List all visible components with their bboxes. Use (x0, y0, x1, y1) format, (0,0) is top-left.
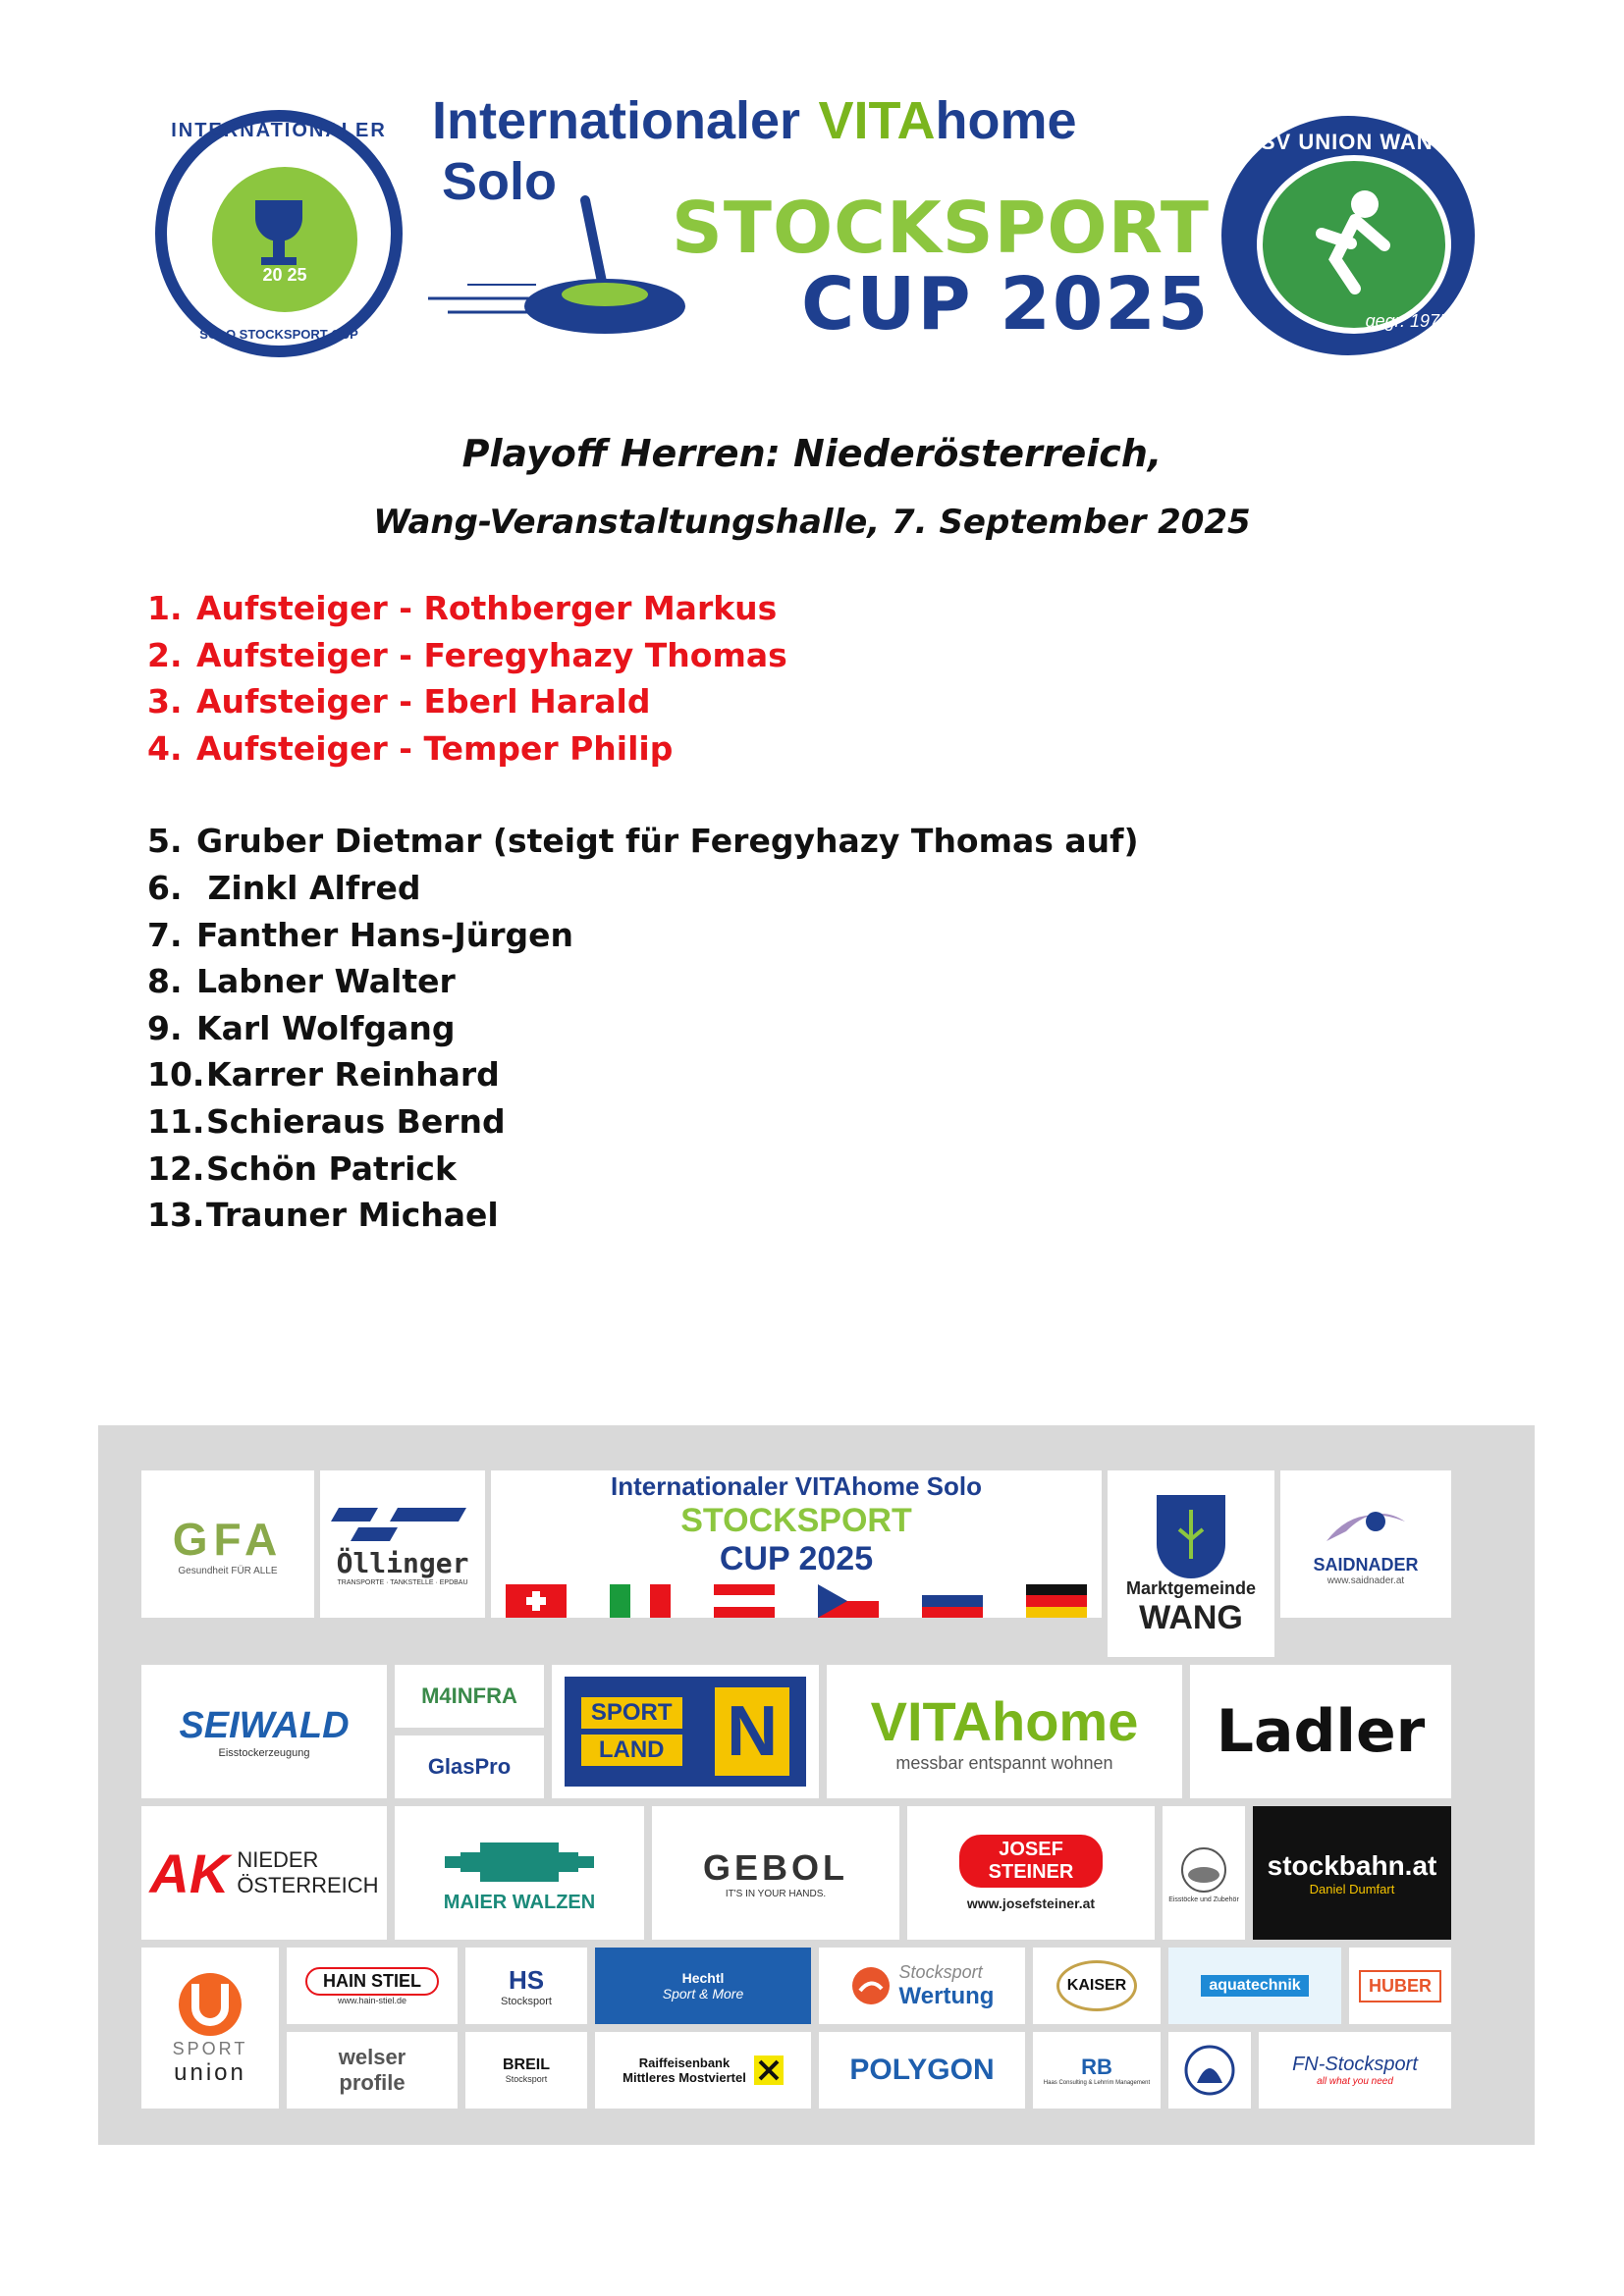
sponsor-hs-stocksport: HS Stocksport (465, 1948, 587, 2024)
sponsor-seiwald: SEIWALD Eisstockerzeugung (141, 1665, 387, 1798)
sponsor-wang: Marktgemeinde WANG (1108, 1470, 1274, 1657)
sponsor-stocksport-wertung: Stocksport Wertung (819, 1948, 1025, 2024)
sponsor-josef-steiner: JOSEF STEINER www.josefsteiner.at (907, 1806, 1155, 1940)
sponsor-hain-stiel: HAIN STIEL www.hain-stiel.de (287, 1948, 458, 2024)
header-stocksport: STOCKSPORT (672, 187, 1210, 269)
header-vita: VITA (818, 91, 936, 150)
header-home: home (935, 91, 1077, 150)
wertung-icon (850, 1965, 892, 2006)
sponsor-hechtl: Hechtl Sport & More (595, 1948, 811, 2024)
badge-top-text: INTERNATIONALER (171, 120, 387, 141)
club-founded: gegr. 1975 (1365, 311, 1449, 331)
sponsor-huber: HUBER (1349, 1948, 1451, 2024)
sponsor-gfa: GFA Gesundheit FÜR ALLE (141, 1470, 314, 1618)
flag-slovenia-icon (922, 1584, 983, 1618)
sponsor-vitahome: VITAhome messbar entspannt wohnen (827, 1665, 1182, 1798)
eisstock-icon (1177, 1843, 1230, 1896)
sponsor-ak: AK NIEDER ÖSTERREICH (141, 1806, 387, 1940)
sponsor-polygon: POLYGON (819, 2032, 1025, 2109)
result-row: 8. Labner Walter (147, 962, 456, 1001)
sponsor-sportunion: SPORT union (141, 1948, 279, 2109)
page-subtitle: Wang-Veranstaltungshalle, 7. September 2025 (373, 503, 1251, 542)
sponsor-raiffeisen: Raiffeisenbank Mittleres Mostviertel (595, 2032, 811, 2109)
sportunion-icon (176, 1970, 244, 2039)
results-list (147, 585, 1139, 1239)
header-suffix: Solo (442, 152, 557, 211)
result-row: 3. Aufsteiger - Eberl Harald (147, 682, 651, 721)
player-icon (1257, 155, 1451, 334)
flag-italy-icon (610, 1584, 671, 1618)
result-row: 9. Karl Wolfgang (147, 1008, 456, 1047)
club-badge-logo (1221, 116, 1475, 355)
saidnader-icon (1317, 1502, 1415, 1555)
result-row: 13.Trauner Michael (147, 1196, 499, 1235)
flag-czechia-icon (818, 1584, 879, 1618)
ollinger-icon (329, 1502, 476, 1547)
flag-austria-icon (714, 1584, 775, 1618)
result-row: 6. Zinkl Alfred (147, 868, 421, 907)
page-title: Playoff Herren: Niederösterreich, (461, 432, 1163, 475)
sponsor-ladler: Ladler (1190, 1665, 1451, 1798)
sponsor-stockbahn: stockbahn.at Daniel Dumfart (1253, 1806, 1451, 1940)
club-name: ESV UNION WANG (1245, 130, 1451, 154)
badge-bottom-text: SOLO STOCKSPORT CUP (199, 327, 358, 342)
sponsor-fn-stocksport: FN-Stocksport all what you need (1259, 2032, 1451, 2109)
sponsor-maier-walzen: MAIER WALZEN (395, 1806, 644, 1940)
roller-icon (441, 1833, 598, 1892)
result-row: 2. Aufsteiger - Feregyhazy Thomas (147, 635, 787, 674)
sponsor-m4infra: M4INFRA (395, 1665, 544, 1728)
result-row: 5. Gruber Dietmar (steigt für Feregyhazy Thomas auf) (147, 822, 1139, 861)
result-row: 4. Aufsteiger - Temper Philip (147, 728, 674, 768)
result-row: 12.Schön Patrick (147, 1148, 457, 1188)
sponsor-kaiser: KAISER (1033, 1948, 1161, 2024)
sponsor-panel (98, 1425, 1535, 2145)
sponsor-gebol: GEBOL IT'S IN YOUR HANDS. (652, 1806, 899, 1940)
sponsor-saidnader: SAIDNADER www.saidnader.at (1280, 1470, 1451, 1618)
country-flags (506, 1584, 1087, 1618)
tournament-badge-logo (155, 110, 403, 357)
sponsor-eisstock: Eisstöcke und Zubehör (1163, 1806, 1245, 1940)
result-row: 7. Fanther Hans-Jürgen (147, 915, 574, 954)
sponsor-sportland: SPORT LAND N (552, 1665, 819, 1798)
header-cup: CUP 2025 (801, 262, 1211, 347)
header-prefix: Internationaler (432, 91, 801, 150)
result-row: 1. Aufsteiger - Rothberger Markus (147, 589, 778, 627)
sponsor-rb-consulting: RB Haas Consulting & Lehrrim Management (1033, 2032, 1161, 2109)
stock-curling-icon (428, 192, 693, 349)
header-title-line (432, 90, 1188, 211)
trophy-icon (206, 161, 363, 318)
flag-switzerland-icon (506, 1584, 567, 1618)
sponsor-ollinger: Öllinger TRANSPORTE · TANKSTELLE · EPDBAU (320, 1470, 485, 1618)
wang-crest-icon (1152, 1490, 1230, 1578)
sponsor-aquatechnik: aquatechnik (1168, 1948, 1341, 2024)
sponsor-breil: BREIL Stocksport (465, 2032, 587, 2109)
badge-year: 20 25 (262, 265, 307, 285)
result-row: 11.Schieraus Bernd (147, 1101, 506, 1141)
flag-germany-icon (1026, 1584, 1087, 1618)
avatar-icon (1168, 2032, 1251, 2109)
sponsor-glaspro: GlasPro (395, 1735, 544, 1798)
result-row: 10.Karrer Reinhard (147, 1055, 500, 1095)
raiffeisen-icon (754, 2056, 784, 2085)
sponsor-welser-profile: welser profile (287, 2032, 458, 2109)
sponsor-cup-logo: Internationaler VITAhome Solo STOCKSPORT CUP 2025 (491, 1470, 1102, 1618)
